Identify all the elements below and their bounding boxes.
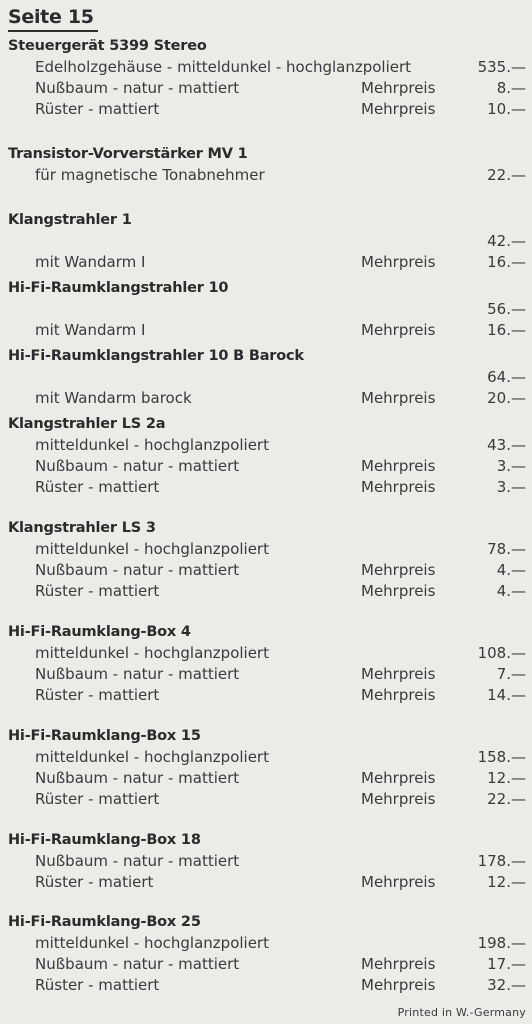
price-value: 16.— xyxy=(487,253,526,271)
printed-in-note: Printed in W.-Germany xyxy=(397,1006,526,1019)
price-row xyxy=(0,435,532,456)
price-row xyxy=(0,975,532,996)
price-row xyxy=(0,872,532,893)
price-value: 8.— xyxy=(496,79,526,97)
product-name: Hi-Fi-Raumklang-Box 25 xyxy=(8,914,201,930)
price-value: 3.— xyxy=(496,457,526,475)
variant-description: mit Wandarm I xyxy=(35,321,146,339)
price-row xyxy=(0,231,532,252)
variant-description: Rüster - mattiert xyxy=(35,976,160,994)
variant-description: Nußbaum - natur - mattiert xyxy=(35,769,240,787)
variant-description: für magnetische Tonabnehmer xyxy=(35,166,265,184)
price-value: 4.— xyxy=(496,582,526,600)
price-value: 32.— xyxy=(487,976,526,994)
price-value: 535.— xyxy=(477,58,526,76)
price-row xyxy=(0,456,532,477)
variant-description: mitteldunkel - hochglanzpoliert xyxy=(35,644,269,662)
surcharge-label: Mehrpreis xyxy=(361,769,436,787)
price-value: 12.— xyxy=(487,873,526,891)
surcharge-label: Mehrpreis xyxy=(361,790,436,808)
variant-description: Nußbaum - natur - mattiert xyxy=(35,457,240,475)
variant-description: mitteldunkel - hochglanzpoliert xyxy=(35,436,269,454)
price-row xyxy=(0,165,532,186)
price-value: 4.— xyxy=(496,561,526,579)
surcharge-label: Mehrpreis xyxy=(361,389,436,407)
variant-description: mit Wandarm barock xyxy=(35,389,192,407)
product-name: Klangstrahler 1 xyxy=(8,212,132,228)
variant-description: Nußbaum - natur - mattiert xyxy=(35,79,240,97)
surcharge-label: Mehrpreis xyxy=(361,79,436,97)
surcharge-label: Mehrpreis xyxy=(361,665,436,683)
price-value: 158.— xyxy=(477,748,526,766)
variant-description: Rüster - mattiert xyxy=(35,582,160,600)
surcharge-label: Mehrpreis xyxy=(361,457,436,475)
price-row xyxy=(0,747,532,768)
product-name: Hi-Fi-Raumklang-Box 15 xyxy=(8,728,201,744)
price-value: 198.— xyxy=(477,934,526,952)
price-row xyxy=(0,367,532,388)
price-value: 17.— xyxy=(487,955,526,973)
variant-description: Rüster - mattiert xyxy=(35,100,160,118)
price-row xyxy=(0,685,532,706)
price-value: 108.— xyxy=(477,644,526,662)
variant-description: mit Wandarm I xyxy=(35,253,146,271)
surcharge-label: Mehrpreis xyxy=(361,253,436,271)
variant-description: mitteldunkel - hochglanzpoliert xyxy=(35,748,269,766)
variant-description: Rüster - mattiert xyxy=(35,478,160,496)
surcharge-label: Mehrpreis xyxy=(361,686,436,704)
product-name: Hi-Fi-Raumklangstrahler 10 B Barock xyxy=(8,348,304,364)
price-value: 16.— xyxy=(487,321,526,339)
price-value: 7.— xyxy=(496,665,526,683)
variant-description: Rüster - matiert xyxy=(35,873,154,891)
variant-description: mitteldunkel - hochglanzpoliert xyxy=(35,540,269,558)
price-value: 42.— xyxy=(487,232,526,250)
price-row xyxy=(0,768,532,789)
price-row xyxy=(0,789,532,810)
variant-description: Nußbaum - natur - mattiert xyxy=(35,561,240,579)
variant-description: Nußbaum - natur - mattiert xyxy=(35,852,240,870)
price-row xyxy=(0,851,532,872)
surcharge-label: Mehrpreis xyxy=(361,873,436,891)
price-value: 10.— xyxy=(487,100,526,118)
price-value: 56.— xyxy=(487,300,526,318)
price-value: 3.— xyxy=(496,478,526,496)
surcharge-label: Mehrpreis xyxy=(361,100,436,118)
price-row xyxy=(0,299,532,320)
product-name: Steuergerät 5399 Stereo xyxy=(8,38,207,54)
variant-description: mitteldunkel - hochglanzpoliert xyxy=(35,934,269,952)
price-value: 22.— xyxy=(487,790,526,808)
price-row xyxy=(0,954,532,975)
surcharge-label: Mehrpreis xyxy=(361,976,436,994)
variant-description: Rüster - mattiert xyxy=(35,790,160,808)
price-row xyxy=(0,320,532,341)
price-row xyxy=(0,560,532,581)
price-row xyxy=(0,664,532,685)
variant-description: Edelholzgehäuse - mitteldunkel - hochglanzpoliert xyxy=(35,58,412,76)
product-name: Hi-Fi-Raumklang-Box 18 xyxy=(8,832,201,848)
product-name: Hi-Fi-Raumklangstrahler 10 xyxy=(8,280,229,296)
price-value: 20.— xyxy=(487,389,526,407)
price-row xyxy=(0,933,532,954)
product-name: Klangstrahler LS 2a xyxy=(8,416,166,432)
surcharge-label: Mehrpreis xyxy=(361,561,436,579)
variant-description: Rüster - mattiert xyxy=(35,686,160,704)
price-row xyxy=(0,99,532,120)
price-row xyxy=(0,252,532,273)
price-row xyxy=(0,388,532,409)
page-title: Seite 15 xyxy=(8,4,98,32)
surcharge-label: Mehrpreis xyxy=(361,955,436,973)
surcharge-label: Mehrpreis xyxy=(361,582,436,600)
product-name: Klangstrahler LS 3 xyxy=(8,520,156,536)
surcharge-label: Mehrpreis xyxy=(361,321,436,339)
price-row xyxy=(0,643,532,664)
price-value: 178.— xyxy=(477,852,526,870)
variant-description: Nußbaum - natur - mattiert xyxy=(35,665,240,683)
price-value: 14.— xyxy=(487,686,526,704)
price-row xyxy=(0,539,532,560)
price-row xyxy=(0,78,532,99)
price-value: 43.— xyxy=(487,436,526,454)
price-value: 12.— xyxy=(487,769,526,787)
price-row xyxy=(0,581,532,602)
product-name: Hi-Fi-Raumklang-Box 4 xyxy=(8,624,191,640)
product-name: Transistor-Vorverstärker MV 1 xyxy=(8,146,248,162)
surcharge-label: Mehrpreis xyxy=(361,478,436,496)
price-row xyxy=(0,57,532,78)
variant-description: Nußbaum - natur - mattiert xyxy=(35,955,240,973)
price-value: 78.— xyxy=(487,540,526,558)
price-value: 64.— xyxy=(487,368,526,386)
price-value: 22.— xyxy=(487,166,526,184)
price-row xyxy=(0,477,532,498)
